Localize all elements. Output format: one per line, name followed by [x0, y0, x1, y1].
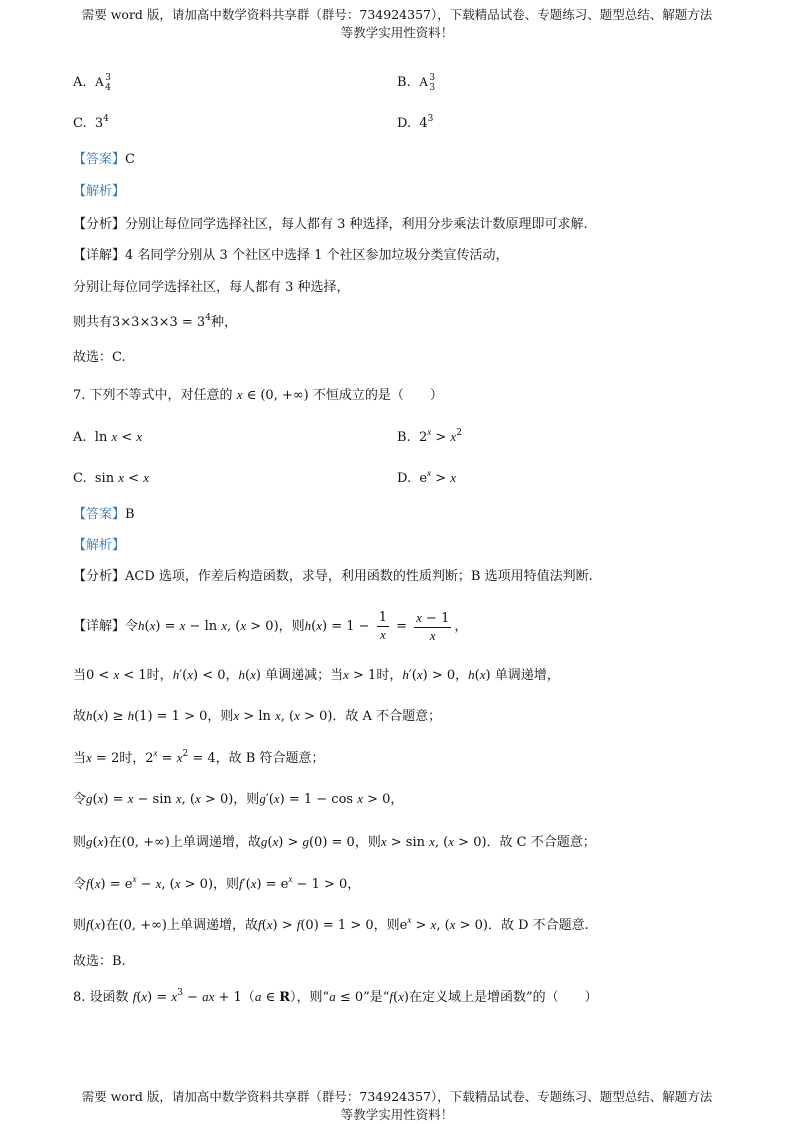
- q7-detail-8: 则f(x)在(0, +∞)上单调递增，故f(x) > f(0) = 1 > 0，则$e^x > x$, (x > 0)．故 D 不合题意.: [73, 915, 589, 933]
- q6-choose: 故选：C.: [73, 350, 126, 365]
- q6-option-b: B. A 3 3: [397, 72, 436, 93]
- q7-choose: 故选：B.: [73, 954, 126, 969]
- q7-detail-7: 令$f(x) = e^x - x$, (x > 0)，则$f'(x) = e^x - 1 > 0$，: [73, 874, 361, 892]
- q7-detail-1: 【详解】令h(x) = x − ln x, (x > 0)，则h(x) = 1 − $\frac{1}{x}$ = $\frac{x - 1}{x}$ ，: [73, 609, 468, 643]
- footer-line-2: 等教学实用性资料！: [340, 1107, 454, 1122]
- q8-stem: 8. 设函数 $f(x) = x^3$ − ax + 1（a ∈ R），则“a ≤ 0”是“f(x)在定义域上是增函数”的（ ）: [73, 988, 598, 1005]
- q6-analysis-heading: 【解析】: [73, 184, 126, 199]
- footer-line-1: 需要 word 版，请加高中数学资料共享群（群号：734924357），下载精品试卷、专题练习、题型总结、解题方法: [81, 1089, 713, 1104]
- q7-fenxi: 【分析】ACD 选项，作差后构造函数，求导，利用函数的性质判断；B 选项用特值法判断.: [73, 569, 593, 584]
- q7-stem: 7. 下列不等式中，对任意的 x ∈ (0, +∞) 不恒成立的是（ ）: [73, 387, 443, 403]
- page-footer: [0, 1088, 794, 1124]
- header-line-2: 等教学实用性资料！: [340, 25, 454, 40]
- q7-detail-5: 令g(x) = x − sin x, (x > 0)，则g′(x) = 1 − cos x > 0，: [73, 791, 404, 807]
- q6-detail-2: 分别让每位同学选择社区，每人都有 3 种选择，: [73, 280, 350, 295]
- q7-detail-4: 当x = 2时，$2^x = x^2 = 4$，故 B 符合题意；: [73, 748, 325, 766]
- q7-option-b: B. $2^x > x^2$: [397, 427, 462, 445]
- page-header: [0, 6, 794, 42]
- q6-option-a: A. A 3 4: [73, 72, 111, 93]
- q6-detail-3: 则共有$3\times 3\times 3\times 3 = 3^4$种，: [73, 313, 237, 330]
- q7-answer: 【答案】B: [73, 507, 135, 522]
- q6-option-d: D. $4^3$: [397, 114, 434, 131]
- q7-option-c: C. sin x < x: [73, 470, 149, 486]
- q6-detail-1: 【详解】4 名同学分别从 3 个社区中选择 1 个社区参加垃圾分类宣传活动，: [73, 248, 509, 263]
- q6-option-c: C. $3^4$: [73, 114, 109, 131]
- q7-analysis-heading: 【解析】: [73, 538, 126, 553]
- q7-detail-2: 当0 < x < 1时，h′(x) < 0，h(x) 单调递减；当x > 1时，h′(x) > 0，h(x) 单调递增，: [73, 667, 560, 683]
- q7-detail-6: 则g(x)在(0, +∞)上单调递增，故g(x) > g(0) = 0，则x > sin x, (x > 0)．故 C 不合题意；: [73, 834, 596, 850]
- q7-option-a: A. ln x < x: [73, 429, 143, 445]
- q6-answer: 【答案】C: [73, 152, 135, 167]
- header-line-1: 需要 word 版，请加高中数学资料共享群（群号：734924357），下载精品试卷、专题练习、题型总结、解题方法: [81, 7, 713, 22]
- q7-detail-3: 故h(x) ≥ h(1) = 1 > 0，则x > ln x, (x > 0)．故 A 不合题意；: [73, 708, 442, 724]
- q7-option-d: D. $e^x > x$: [397, 468, 457, 486]
- q6-fenxi: 【分析】分别让每位同学选择社区，每人都有 3 种选择，利用分步乘法计数原理即可求解.: [73, 217, 588, 232]
